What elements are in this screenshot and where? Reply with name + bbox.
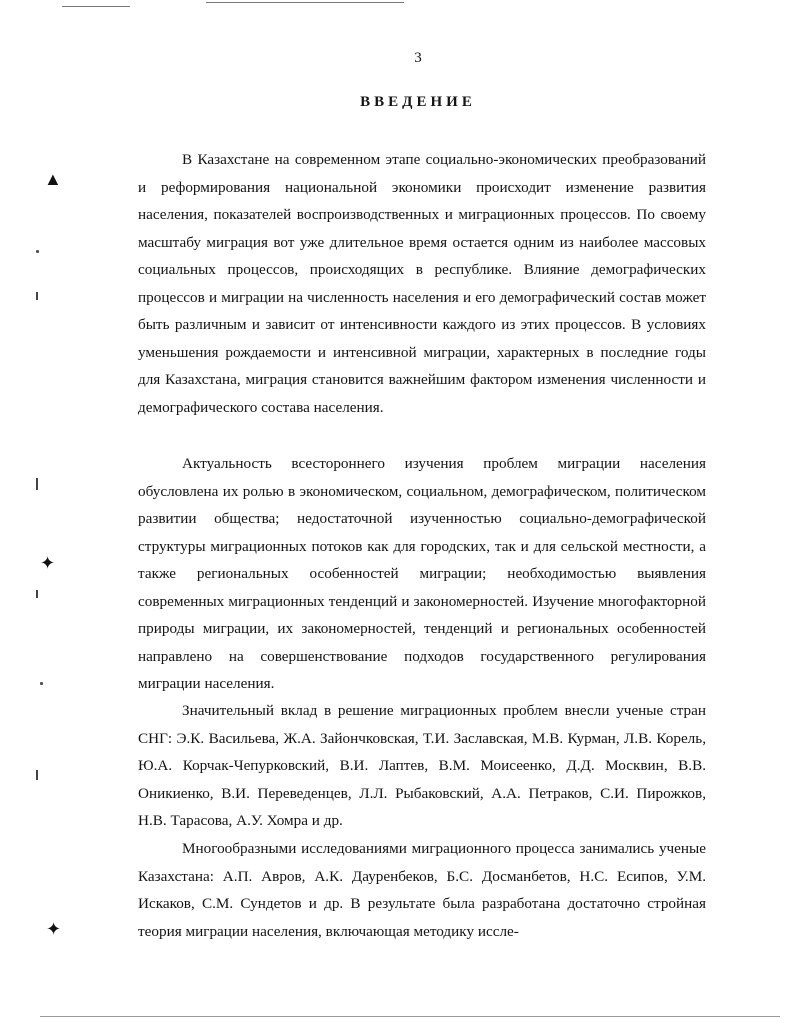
margin-tick: [36, 590, 38, 598]
page-number: 3: [414, 50, 422, 66]
margin-tick: [36, 292, 38, 300]
section-title: ВВЕДЕНИЕ: [360, 94, 476, 110]
margin-tick: [36, 478, 38, 490]
scan-bottom-rule: [40, 1016, 780, 1017]
paragraph-cis-scholars: Значительный вклад в решение миграционных проблем внесли ученые стран СНГ: Э.К. Васильева, Ж.А. Зайончковская, Т.И. Заславская, М.В. Курман, Л.В. Корель, Ю.А. Корчак-Чепурковский, В.И. Лаптев, В.М. Моисеенко, Д.Д. Москвин, В.В. Оникиенко, В.И. Переведенцев, Л.Л. Рыбаковский, А.А. Петраков, С.И. Пирожков, Н.В. Тарасова, А.У. Хомра и др.: [138, 702, 706, 829]
paragraph-relevance: Актуальность всестороннего изучения проблем миграции населения обусловлена их ролью в экономическом, социальном, демографическом, политическом развитии общества; недостаточной изученностью социально-демографической структуры миграционных потоков как для городских, так и для сельской местности, а также региональных особенностей миграции; необходимостью выявления современных миграционных тенденций и закономерностей. Изучение многофакторной природы миграции, их закономерностей, тенденций и региональных особенностей направлено на совершенствование подходов государственного регулирования миграции населения.: [138, 455, 706, 692]
binding-hole-mark: ✦: [40, 553, 56, 573]
scan-top-rule-left: [62, 6, 130, 7]
binding-hole-mark: ▲: [44, 169, 62, 189]
margin-tick: [36, 770, 38, 780]
paragraph-kz-scholars: Многообразными исследованиями миграционного процесса занимались ученые Казахстана: А.П. Авров, А.К. Дауренбеков, Б.С. Досманбетов, Н.С. Есипов, У.М. Искаков, С.М. Сундетов и др. В результате была разработана достаточно стройная теория миграции населения, включающая методику иссле-: [138, 840, 706, 940]
scan-speck: [40, 682, 43, 685]
binding-hole-mark: ✦: [46, 919, 62, 939]
scan-top-rule-right: [206, 2, 404, 3]
scan-speck: [36, 250, 39, 253]
paragraph-intro: В Казахстане на современном этапе социально-экономических преобразований и реформирования национальной экономики происходит изменение развития населения, показателей воспроизводственных и миграционных процессов. По своему масштабу миграция вот уже длительное время остается одним из наиболее массовых социальных процессов, происходящих в республике. Влияние демографических процессов и миграции на численность населения и его демографический состав может быть различным и зависит от интенсивности каждого из этих процессов. В условиях уменьшения рождаемости и интенсивной миграции, характерных в последние годы для Казахстана, миграция становится важнейшим фактором изменения численности и демографического состава населения.: [138, 151, 706, 416]
